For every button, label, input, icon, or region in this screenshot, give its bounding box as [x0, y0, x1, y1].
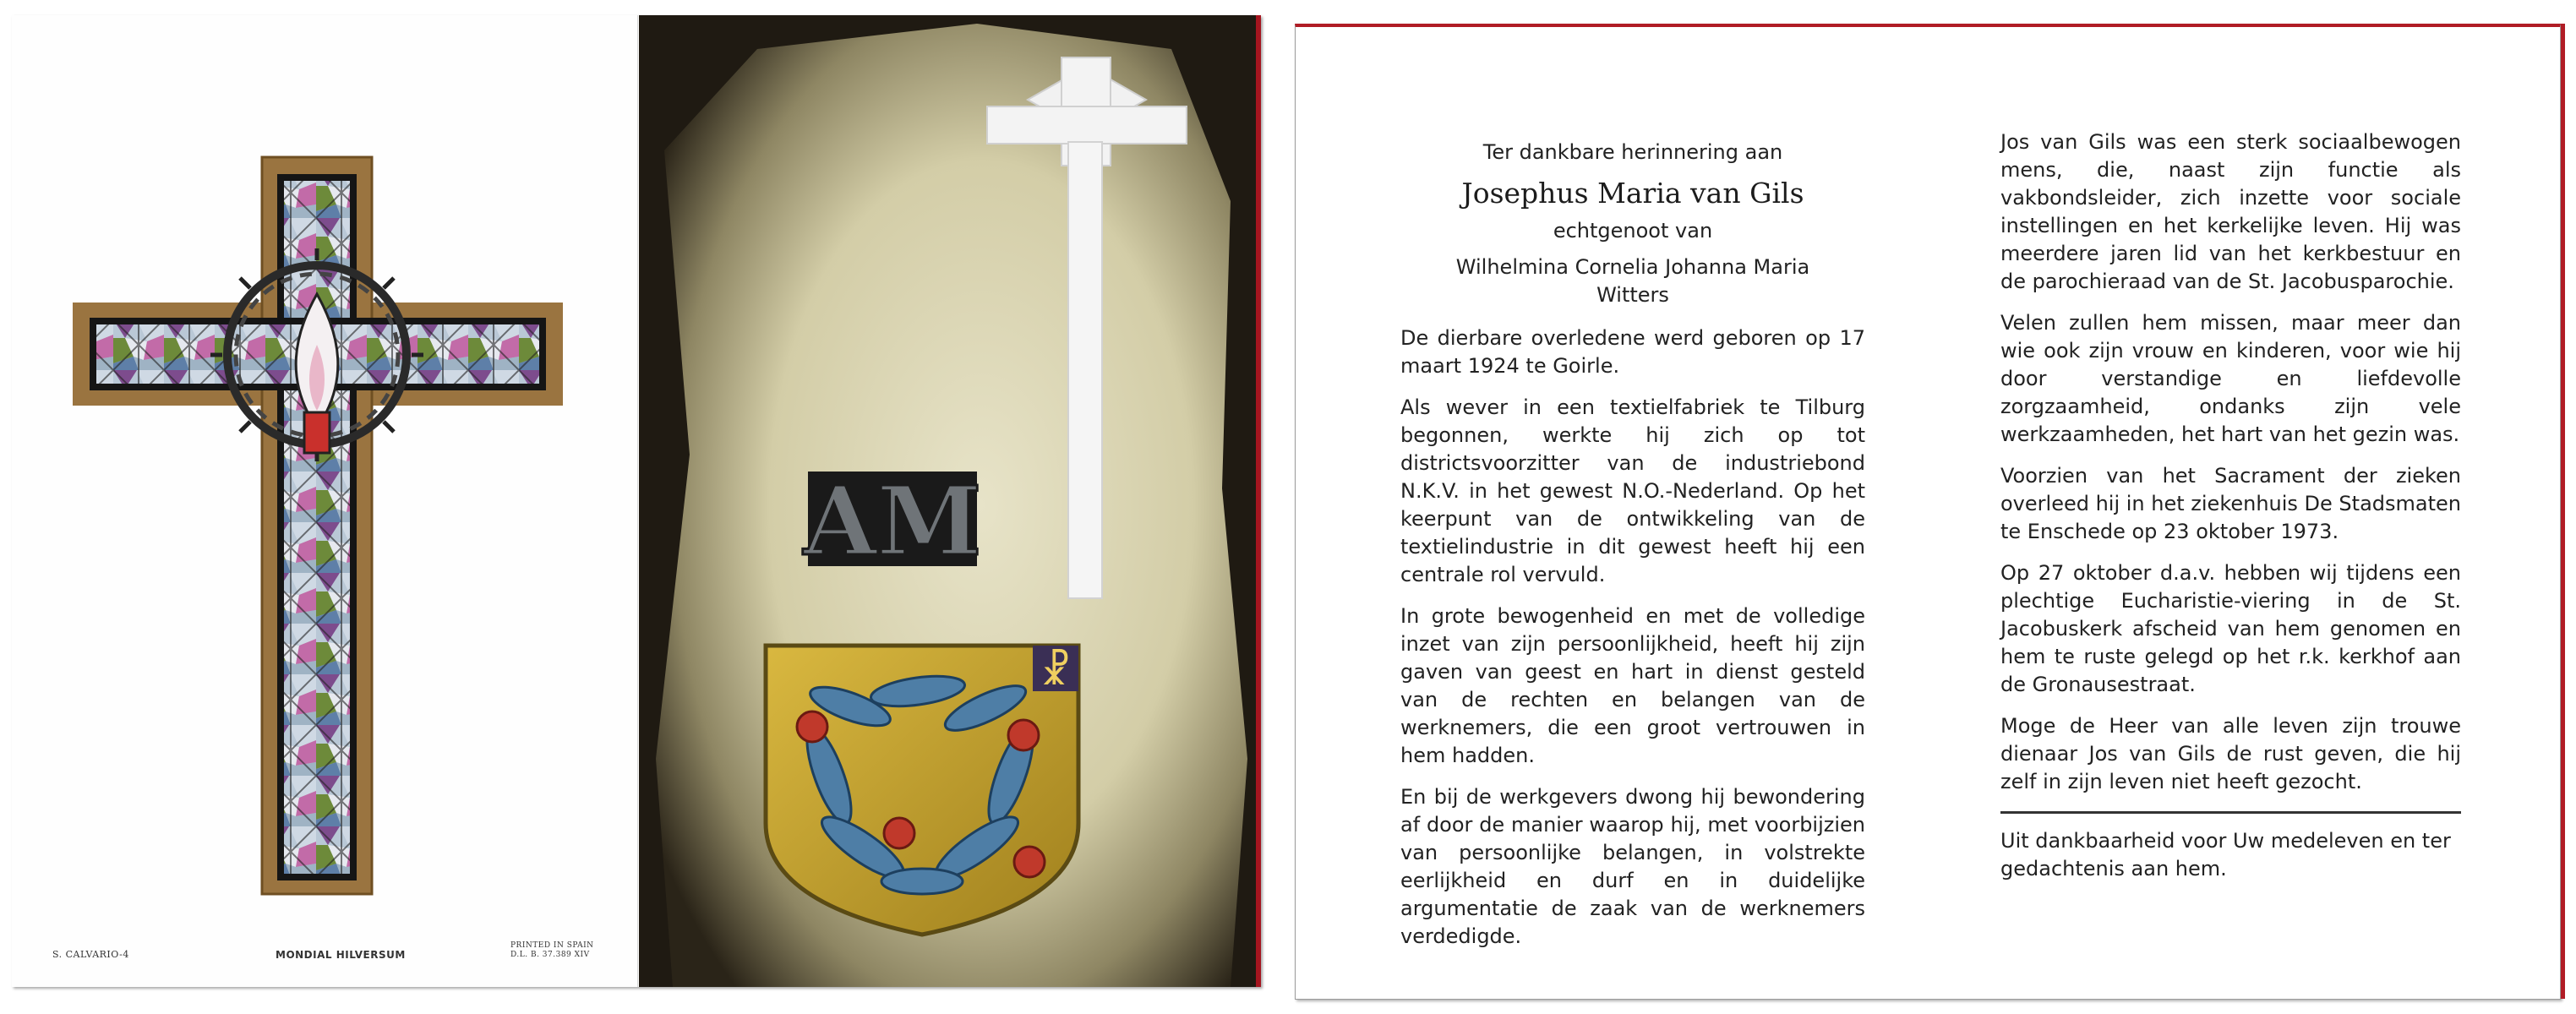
crucifix-panel — [12, 15, 638, 987]
card-code: S. CALVARIO-4 — [52, 949, 129, 960]
paragraph-employers: En bij de werkgevers dwong hij bewondering af door de manier waarop hij, met voorbijzien van persoonlijke belangen, in volstrekte eerlijkheid en durf en in duidelijke argumentatie de zaak van de werknemers verdedigde. — [1400, 785, 1865, 948]
printed-line-2: D.L. B. 37.389 XIV — [510, 951, 590, 959]
stained-glass-cross-image — [12, 15, 637, 987]
paragraph-dedication: In grote bewogenheid en met de volledige inzet van zijn persoonlijkheid, heeft hij zijn gaven van geest en hart in dienst gesteld van de rechten en belangen van de werknemers, die een groot vertrouwen in hem hadden. — [1400, 604, 1865, 767]
card-edge — [1256, 15, 1261, 987]
publisher-label: MONDIAL HILVERSUM — [276, 949, 406, 961]
spouse-name-line-1: Wilhelmina Cornelia Johanna Maria — [1455, 255, 1810, 279]
closing-line: Uit dankbaarheid voor Uw medeleven en ter gedachtenis aan hem. — [2000, 829, 2451, 880]
memorial-heading — [1400, 139, 1865, 309]
card-edge — [2561, 24, 2565, 999]
prayer-card-front — [12, 15, 1261, 987]
chi-rho-symbol: ☧ — [1040, 648, 1072, 694]
divider — [2000, 811, 2461, 814]
paragraph-death: Voorzien van het Sacrament der zieken overleed hij in het ziekenhuis De Stadsmaten te Enschede op 23 oktober 1973. — [2000, 464, 2461, 543]
printed-in-label — [510, 941, 594, 960]
stone-relief-image — [639, 15, 1261, 987]
prayer-card-text — [1295, 24, 2561, 1000]
paragraph-birth: De dierbare overledene werd geboren op 17 maart 1924 te Goirle. — [1400, 326, 1865, 378]
paragraph-funeral: Op 27 oktober d.a.v. hebben wij tijdens een plechtige Eucharistie-viering in de St. Jacobuskerk afscheid van hem genomen en hem te ruste gelegd op het r.k. kerkhof aan de Gronausestraat. — [2000, 561, 2461, 696]
paragraph-career: Als wever in een textielfabriek te Tilburg begonnen, werkte hij zich op tot districtsvoorzitter van de industriebond N.K.V. in het gewest N.O.-Nederland. Op het keerpunt van de ontwikkeling van de textielindustrie in dit gewest heeft hij een centrale rol vervuld. — [1400, 395, 1865, 586]
left-text-column — [1400, 139, 1865, 951]
paragraph-family: Velen zullen hem missen, maar meer dan wie ook zijn vrouw en kinderen, voor wie hij door verstandige en liefdevolle zorgzaamheid, ondanks zijn vele werkzaamheden, het hart van het gezin was. — [2000, 311, 2461, 446]
am-monogram: AM — [803, 466, 982, 577]
intro-line: Ter dankbare herinnering aan — [1482, 140, 1783, 164]
printed-line-1: PRINTED IN SPAIN — [510, 941, 594, 950]
stone-relief-panel — [639, 15, 1261, 987]
spouse-label: echtgenoot van — [1553, 219, 1713, 243]
spouse-name-line-2: Witters — [1596, 283, 1669, 307]
deceased-name: Josephus Maria van Gils — [1461, 177, 1804, 210]
paragraph-prayer: Moge de Heer van alle leven zijn trouwe dienaar Jos van Gils de rust geven, die hij zelf in zijn leven niet heeft gezocht. — [2000, 714, 2461, 793]
paragraph-social: Jos van Gils was een sterk sociaalbewogen mens, die, naast zijn functie als vakbondsleider, zich inzette voor sociale instellingen en het kerkelijke leven. Hij was meerdere jaren lid van het kerkbestuur en de parochieraad van de St. Jacobusparochie. — [2000, 130, 2461, 293]
right-text-column — [2000, 128, 2461, 883]
